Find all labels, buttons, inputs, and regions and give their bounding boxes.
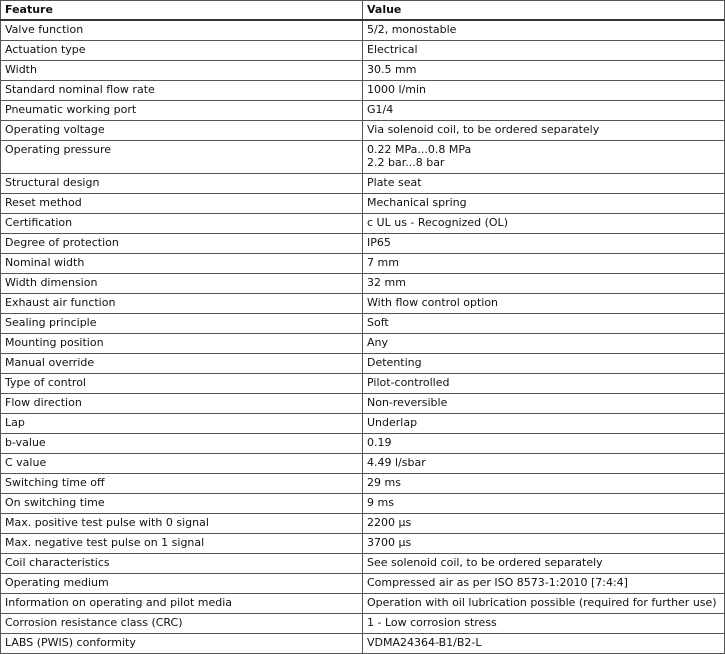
value-cell (363, 141, 725, 174)
value-line: Mechanical spring (367, 196, 467, 209)
value-cell (363, 334, 725, 354)
table-header (1, 1, 725, 21)
feature-cell: Width (1, 61, 363, 81)
table-row (1, 634, 725, 654)
value-cell (363, 254, 725, 274)
feature-cell: Width dimension (1, 274, 363, 294)
table-row (1, 141, 725, 174)
feature-cell: Corrosion resistance class (CRC) (1, 614, 363, 634)
feature-cell: Valve function (1, 20, 363, 41)
table-row (1, 334, 725, 354)
value-line: 1 - Low corrosion stress (367, 616, 497, 629)
table-row (1, 174, 725, 194)
table-row (1, 534, 725, 554)
feature-cell: Degree of protection (1, 234, 363, 254)
value-cell (363, 554, 725, 574)
feature-cell: Actuation type (1, 41, 363, 61)
value-line: 0.22 MPa...0.8 MPa (367, 143, 472, 156)
value-line: 29 ms (367, 476, 401, 489)
feature-cell: Operating voltage (1, 121, 363, 141)
feature-cell: On switching time (1, 494, 363, 514)
value-line: 0.19 (367, 436, 392, 449)
feature-cell: Exhaust air function (1, 294, 363, 314)
value-cell (363, 314, 725, 334)
value-cell (363, 194, 725, 214)
feature-cell: LABS (PWIS) conformity (1, 634, 363, 654)
header-row (1, 1, 725, 21)
column-header-value: Value (363, 1, 725, 21)
value-cell (363, 121, 725, 141)
table-row (1, 20, 725, 41)
table-row (1, 454, 725, 474)
feature-cell: Sealing principle (1, 314, 363, 334)
table-row (1, 121, 725, 141)
feature-cell: b-value (1, 434, 363, 454)
value-cell (363, 354, 725, 374)
table-row (1, 594, 725, 614)
value-line: Electrical (367, 43, 418, 56)
feature-cell: Structural design (1, 174, 363, 194)
table-row (1, 474, 725, 494)
value-line: Detenting (367, 356, 422, 369)
value-line: 4.49 l/sbar (367, 456, 426, 469)
value-line: 3700 µs (367, 536, 412, 549)
value-cell (363, 81, 725, 101)
value-line: Soft (367, 316, 389, 329)
column-header-feature: Feature (1, 1, 363, 21)
value-cell (363, 274, 725, 294)
table-row (1, 354, 725, 374)
value-cell (363, 514, 725, 534)
value-cell (363, 41, 725, 61)
value-cell (363, 374, 725, 394)
feature-cell: Lap (1, 414, 363, 434)
value-cell (363, 414, 725, 434)
feature-cell: Max. negative test pulse on 1 signal (1, 534, 363, 554)
value-line: Non-reversible (367, 396, 448, 409)
value-cell (363, 474, 725, 494)
table-row (1, 554, 725, 574)
feature-cell: Mounting position (1, 334, 363, 354)
table-row (1, 101, 725, 121)
value-cell (363, 294, 725, 314)
value-cell (363, 634, 725, 654)
feature-cell: Switching time off (1, 474, 363, 494)
feature-cell: Type of control (1, 374, 363, 394)
value-line: 30.5 mm (367, 63, 417, 76)
value-cell (363, 494, 725, 514)
value-line: Underlap (367, 416, 418, 429)
value-cell (363, 20, 725, 41)
table-row (1, 514, 725, 534)
value-line: 32 mm (367, 276, 406, 289)
value-cell (363, 454, 725, 474)
value-line: With flow control option (367, 296, 499, 309)
table-row (1, 61, 725, 81)
table-row (1, 274, 725, 294)
value-cell (363, 174, 725, 194)
feature-cell: Certification (1, 214, 363, 234)
feature-cell: Manual override (1, 354, 363, 374)
value-cell (363, 234, 725, 254)
value-line: VDMA24364-B1/B2-L (367, 636, 482, 649)
feature-cell: Flow direction (1, 394, 363, 414)
value-cell (363, 594, 725, 614)
table-row (1, 614, 725, 634)
table-row (1, 494, 725, 514)
table-row (1, 214, 725, 234)
value-cell (363, 61, 725, 81)
table-row (1, 574, 725, 594)
value-cell (363, 434, 725, 454)
value-cell (363, 101, 725, 121)
value-line: See solenoid coil, to be ordered separately (367, 556, 603, 569)
feature-cell: Reset method (1, 194, 363, 214)
feature-cell: C value (1, 454, 363, 474)
value-line: IP65 (367, 236, 391, 249)
value-line: Operation with oil lubrication possible (required for further use) (367, 596, 717, 609)
table-row (1, 254, 725, 274)
feature-cell: Operating pressure (1, 141, 363, 174)
table-row (1, 314, 725, 334)
value-line: Via solenoid coil, to be ordered separately (367, 123, 600, 136)
value-line: 2200 µs (367, 516, 412, 529)
value-cell (363, 574, 725, 594)
table-row (1, 414, 725, 434)
value-line: Any (367, 336, 389, 349)
value-line: 5/2, monostable (367, 23, 457, 36)
table-row (1, 394, 725, 414)
table-row (1, 234, 725, 254)
table-row (1, 194, 725, 214)
value-line: 1000 l/min (367, 83, 426, 96)
value-line: Compressed air as per ISO 8573-1:2010 [7:4:4] (367, 576, 628, 589)
table-body (1, 20, 725, 654)
feature-cell: Standard nominal flow rate (1, 81, 363, 101)
feature-cell: Pneumatic working port (1, 101, 363, 121)
value-line: 9 ms (367, 496, 394, 509)
feature-cell: Operating medium (1, 574, 363, 594)
feature-cell: Nominal width (1, 254, 363, 274)
table-row (1, 81, 725, 101)
value-line: 7 mm (367, 256, 399, 269)
table-row (1, 374, 725, 394)
value-line: Plate seat (367, 176, 422, 189)
value-cell (363, 394, 725, 414)
value-cell (363, 534, 725, 554)
value-cell (363, 614, 725, 634)
feature-cell: Max. positive test pulse with 0 signal (1, 514, 363, 534)
feature-cell: Information on operating and pilot media (1, 594, 363, 614)
table-row (1, 294, 725, 314)
feature-cell: Coil characteristics (1, 554, 363, 574)
table-row (1, 434, 725, 454)
value-line: G1/4 (367, 103, 394, 116)
value-line: c UL us - Recognized (OL) (367, 216, 508, 229)
table-row (1, 41, 725, 61)
value-line: 2.2 bar...8 bar (367, 156, 445, 169)
value-cell (363, 214, 725, 234)
value-line: Pilot-controlled (367, 376, 450, 389)
